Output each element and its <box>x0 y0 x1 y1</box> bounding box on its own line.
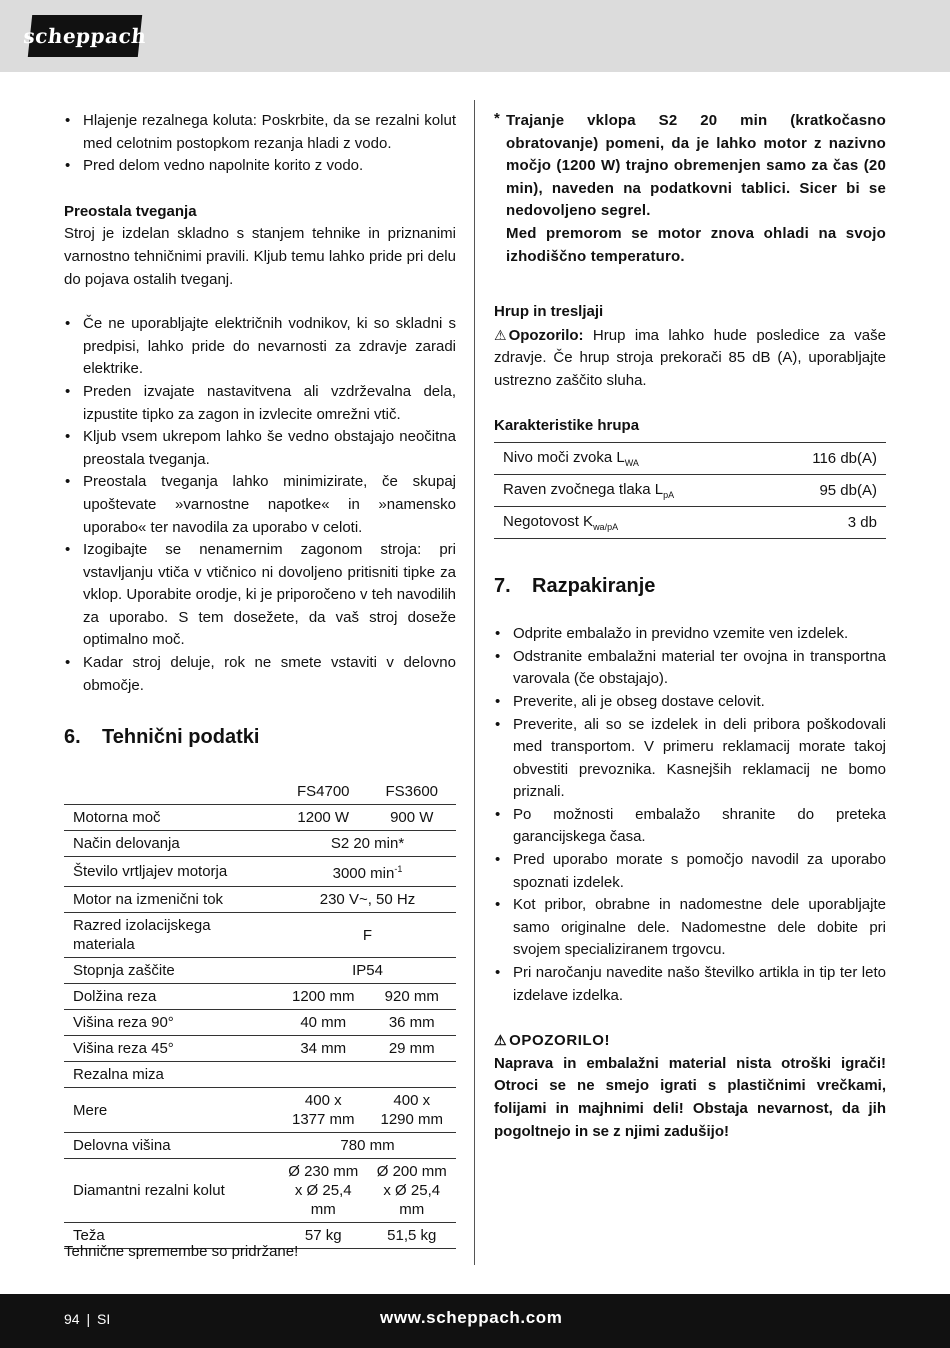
noise-table-title: Karakteristike hrupa <box>494 416 640 434</box>
technical-changes-note: Tehnične spremembe so pridržane! <box>64 1243 299 1260</box>
residual-risks-bullets <box>64 313 456 697</box>
duty-cycle-footnote <box>494 110 886 268</box>
section-number: 7. <box>494 575 511 598</box>
table-cell: Delovna višina <box>64 1133 279 1159</box>
table-cell: Višina reza 90° <box>64 1010 279 1036</box>
left-column <box>64 110 456 1260</box>
list-item: • Pri naročanju navedite našo številko artikla in tip ter leto izdelave izdelka. <box>494 962 886 1007</box>
table-cell: 1200 W <box>279 805 368 831</box>
table-cell: 920 mm <box>368 984 457 1010</box>
table-cell: 116 db(A) <box>812 450 877 468</box>
table-header-cell: FS3600 <box>368 779 457 805</box>
table-cell: Višina reza 45° <box>64 1036 279 1062</box>
table-row <box>64 1062 456 1088</box>
unpacking-bullets <box>494 623 886 1007</box>
child-safety-warning: Naprava in embalažni material nista otroški igrači! Otroci se ne smejo igrati s plastičnimi vrečkami, folijami in majhnimi deli! Obstaja nevarnost, da jih pogoltnejo in se z njimi zadušijo! <box>494 1054 886 1140</box>
table-cell: Motor na izmenični tok <box>64 887 279 913</box>
table-row <box>64 857 456 887</box>
tech-spec-table <box>64 779 456 1249</box>
list-item: • Kot pribor, obrabne in nadomestne dele uporabljajte samo originalne dele. Nadomestne dele dobite pri svojem specializiranem trgovcu. <box>494 894 886 962</box>
page-footer <box>0 1294 950 1348</box>
language-code: SI <box>97 1311 111 1327</box>
table-row <box>64 913 456 958</box>
warning-triangle-icon: ⚠ <box>494 1032 508 1049</box>
table-cell: 40 mm <box>279 1010 368 1036</box>
list-item: • Odprite embalažo in previdno vzemite ven izdelek. <box>494 623 886 646</box>
list-item: • Kljub vsem ukrepom lahko še vedno obstajajo neočitna preostala tveganja. <box>64 426 456 471</box>
warning-heading <box>494 1029 886 1053</box>
list-item: • Odstranite embalažni material ter ovojna in transportna varovala (če obstajajo). <box>494 646 886 691</box>
table-row <box>64 1159 456 1223</box>
rpm-exponent: -1 <box>394 864 403 875</box>
footnote-text: Trajanje vklopa S2 20 min (kratkočasno obratovanje) pomeni, da je lahko motor z nazivno močjo (1200 W) trajno obremenjen samo za čas (20 min), naveden na podatkovni tablici. Sicer bi se nedovoljeno segrel. <box>506 112 886 220</box>
noise-label: Raven zvočnega tlaka L <box>503 481 664 499</box>
list-item: • Hlajenje rezalnega koluta: Poskrbite, da se rezalni kolut med celotnim postopkom rezanja hladi z vodo. <box>64 110 456 155</box>
table-cell: 1200 mm <box>279 984 368 1010</box>
table-cell <box>279 1062 368 1088</box>
table-cell: 900 W <box>368 805 457 831</box>
table-cell: 95 db(A) <box>819 482 877 500</box>
table-cell: F <box>279 913 456 958</box>
list-item: • Izogibajte se nenamernim zagonom stroja: pri vstavljanju vtiča v vtičnico ni dovoljeno pritisniti tipke za vklop. Uporabite orodje, ki je priporočeno v teh navodilih za uporabo. S tem dosežete, da vaš stroj doseže optimalno moč. <box>64 539 456 652</box>
right-column <box>494 110 886 1143</box>
section-title: Razpakiranje <box>532 575 656 598</box>
table-cell: 36 mm <box>368 1010 457 1036</box>
page-number: 94 | SI <box>64 1311 111 1327</box>
table-row <box>64 1036 456 1062</box>
table-header-row <box>64 779 456 805</box>
section-title: Tehnični podatki <box>102 726 260 749</box>
table-cell: Diamantni rezalni kolut <box>64 1159 279 1223</box>
table-row <box>64 1088 456 1133</box>
warning-title: OPOZORILO! <box>509 1032 611 1050</box>
table-row <box>64 805 456 831</box>
table-cell: 230 V~, 50 Hz <box>279 887 456 913</box>
table-cell <box>279 857 456 887</box>
table-cell <box>64 779 279 805</box>
table-row <box>64 1010 456 1036</box>
table-cell <box>368 1062 457 1088</box>
page-header <box>0 0 950 72</box>
table-row <box>64 984 456 1010</box>
table-cell: Motorna moč <box>64 805 279 831</box>
noise-label: Negotovost K <box>503 513 594 531</box>
section-6-heading <box>64 726 456 749</box>
table-cell <box>494 475 767 507</box>
table-cell: Število vrtljajev motorja <box>64 857 279 887</box>
warning-text: Hrup ima lahko hude posledice za vaše zdravje. Če hrup stroja prekorači 85 dB (A), uporabljajte ustrezno zaščito sluha. <box>494 326 886 389</box>
list-item: • Kadar stroj deluje, rok ne smete vstaviti v delovno območje. <box>64 652 456 697</box>
table-cell: 780 mm <box>279 1133 456 1159</box>
noise-label: Nivo moči zvoka L <box>503 449 625 467</box>
list-item: • Pred uporabo morate s pomočjo navodil za uporabo spoznati izdelek. <box>494 849 886 894</box>
table-row <box>64 1133 456 1159</box>
footnote-asterisk: * <box>494 110 501 127</box>
website-url: www.scheppach.com <box>380 1308 563 1327</box>
residual-risks-text: Stroj je izdelan skladno s stanjem tehnike in priznanimi varnostno tehničnimi pravili. Kljub temu lahko pride pri delu do pojava ostalih tveganj. <box>64 225 456 288</box>
rpm-value: 3000 min <box>332 865 395 883</box>
table-row <box>494 475 886 507</box>
table-cell: IP54 <box>279 958 456 984</box>
table-cell: 34 mm <box>279 1036 368 1062</box>
list-item: • Po možnosti embalažo shranite do preteka garancijskega časa. <box>494 804 886 849</box>
table-cell: Način delovanja <box>64 831 279 857</box>
table-row <box>494 443 886 475</box>
warning-label: Opozorilo: <box>508 326 584 344</box>
scheppach-logo: scheppach <box>28 15 142 57</box>
table-cell: 3 db <box>847 514 877 532</box>
table-row <box>64 831 456 857</box>
table-cell: 29 mm <box>368 1036 457 1062</box>
table-cell: Ø 200 mm x Ø 25,4 mm <box>368 1159 457 1223</box>
noise-title: Hrup in tresljaji <box>494 303 604 321</box>
table-cell: Dolžina reza <box>64 984 279 1010</box>
table-row <box>64 958 456 984</box>
section-number: 6. <box>64 726 81 749</box>
noise-warning <box>494 324 886 393</box>
table-cell: Razred izolacijskega materiala <box>64 913 279 958</box>
list-item: • Preverite, ali je obseg dostave celovit. <box>494 691 886 714</box>
residual-risks-title: Preostala tveganja <box>64 202 197 220</box>
table-cell: S2 20 min* <box>279 831 456 857</box>
noise-subscript: pA <box>663 490 675 501</box>
table-cell: Ø 230 mm x Ø 25,4 mm <box>279 1159 368 1223</box>
table-cell: Rezalna miza <box>64 1062 279 1088</box>
table-cell: Mere <box>64 1088 279 1133</box>
table-cell: Stopnja zaščite <box>64 958 279 984</box>
table-row <box>64 887 456 913</box>
table-cell: 400 x 1377 mm <box>279 1088 368 1133</box>
list-item: • Preverite, ali so se izdelek in deli pribora poškodovali med transportom. V primeru reklamacij morate takoj obvestiti prevoznika. Kasnejših reklamacij ne bomo priznali. <box>494 714 886 804</box>
warning-triangle-icon: ⚠ <box>494 326 507 343</box>
page-number-value: 94 <box>64 1311 80 1327</box>
list-item: • Preden izvajate nastavitvena ali vzdrževalna dela, izpustite tipko za zagon in izvlecite omrežni vtič. <box>64 381 456 426</box>
cooling-bullets <box>64 110 456 178</box>
noise-table <box>494 442 886 539</box>
list-item: • Preostala tveganja lahko minimizirate, če skupaj upoštevate »varnostne napotke« in »namensko uporabo« ter navodila za uporabo v celoti. <box>64 471 456 539</box>
footnote-text-2: Med premorom se motor znova ohladi na svojo izhodiščno temperaturo. <box>506 224 886 265</box>
column-divider <box>474 100 475 1265</box>
table-cell <box>494 443 767 475</box>
table-cell: 51,5 kg <box>368 1223 457 1249</box>
list-item: • Pred delom vedno napolnite korito z vodo. <box>64 155 456 178</box>
noise-subscript: wa/pA <box>593 522 619 533</box>
table-cell: 400 x 1290 mm <box>368 1088 457 1133</box>
table-header-cell: FS4700 <box>279 779 368 805</box>
table-cell <box>494 507 767 539</box>
list-item: • Če ne uporabljajte električnih vodnikov, ki so skladni s predpisi, lahko pride do nevarnosti za zdravje zaradi elektrike. <box>64 313 456 381</box>
table-cell: 57 kg <box>279 1223 368 1249</box>
table-cell: Teža <box>64 1223 279 1249</box>
section-7-heading <box>494 575 886 598</box>
noise-subscript: WA <box>624 458 639 469</box>
table-row <box>494 507 886 539</box>
